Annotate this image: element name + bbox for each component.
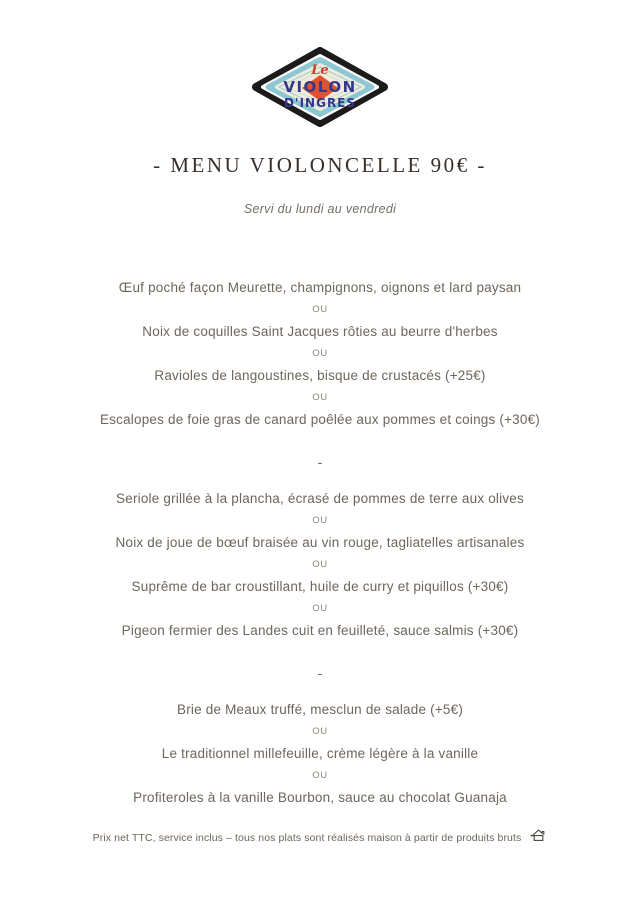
menu-item: Seriole grillée à la plancha, écrasé de pommes de terre aux olives xyxy=(116,491,524,506)
menu-item: Noix de coquilles Saint Jacques rôties au beurre d'herbes xyxy=(142,324,498,339)
menu-title: - MENU VIOLONCELLE 90€ - xyxy=(153,153,487,177)
menu-item: Suprême de bar croustillant, huile de curry et piquillos (+30€) xyxy=(131,579,509,594)
or-label: OU xyxy=(312,726,328,737)
menu-item: Œuf poché façon Meurette, champignons, oignons et lard paysan xyxy=(118,280,522,295)
logo-diamond-icon xyxy=(250,47,390,127)
or-label: OU xyxy=(312,304,328,315)
restaurant-logo xyxy=(0,0,640,127)
logo-script-text: Le xyxy=(311,63,329,78)
footer-note: Prix net TTC, service inclus – tous nos plats sont réalisés maison à partir de produits bruts xyxy=(92,831,522,844)
fait-maison-icon xyxy=(530,827,547,844)
or-label: OU xyxy=(312,770,328,781)
menu-item: Ravioles de langoustines, bisque de crustacés (+25€) xyxy=(154,368,486,383)
logo-name-line2: D'INGRES xyxy=(283,96,357,110)
menu-item: Pigeon fermier des Landes cuit en feuilleté, sauce salmis (+30€) xyxy=(121,623,519,638)
or-label: OU xyxy=(312,559,328,570)
or-label: OU xyxy=(312,603,328,614)
menu-subtitle: Servi du lundi au vendredi xyxy=(243,202,397,216)
menu-body xyxy=(0,277,640,809)
logo-name-line1: VIOLON xyxy=(283,78,357,96)
or-label: OU xyxy=(312,515,328,526)
menu-item: Noix de joue de bœuf braisée au vin rouge, tagliatelles artisanales xyxy=(115,535,525,550)
menu-item: Profiteroles à la vanille Bourbon, sauce au chocolat Guanaja xyxy=(133,790,507,805)
course-separator: - xyxy=(317,454,323,470)
menu-item: Brie de Meaux truffé, mesclun de salade (+5€) xyxy=(176,702,464,717)
or-label: OU xyxy=(312,392,328,403)
menu-item: Le traditionnel millefeuille, crème légère à la vanille xyxy=(161,746,479,761)
footer xyxy=(0,831,640,844)
menu-item: Escalopes de foie gras de canard poêlée aux pommes et coings (+30€) xyxy=(99,412,541,427)
or-label: OU xyxy=(312,348,328,359)
course-separator: - xyxy=(317,665,323,681)
